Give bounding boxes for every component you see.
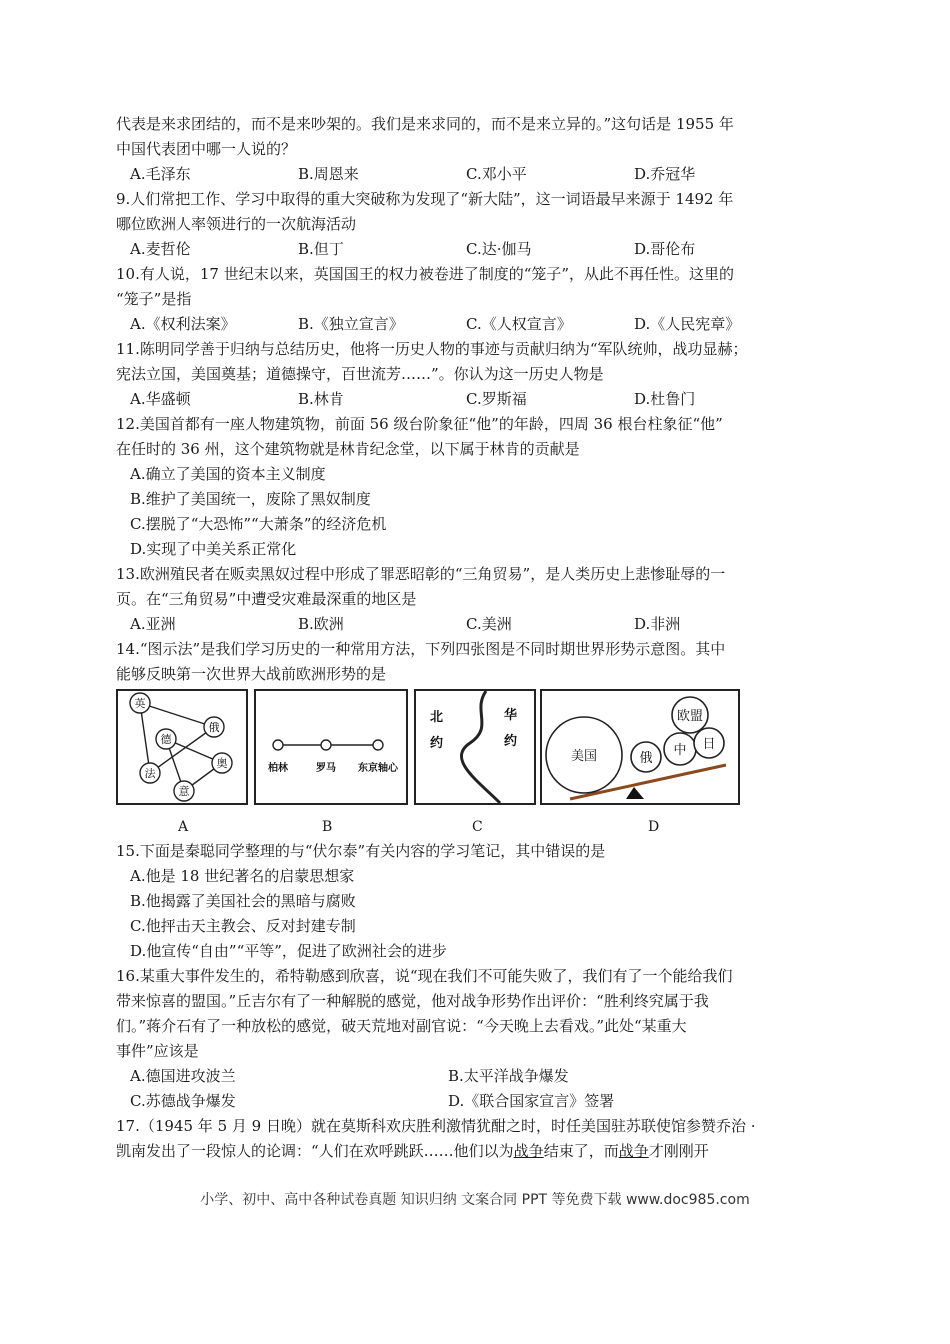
q10-option-d: D.《人民宪章》 [634,315,741,333]
q13-option-b: B.欧洲 [298,615,344,633]
q11-option-a: A.华盛顿 [130,390,191,408]
q11-line2: 宪法立国，美国奠基；道德操守，百世流芳……”。你认为这一历史人物是 [116,365,604,383]
q8-option-c: C.邓小平 [466,165,527,183]
figure-c-diagram [416,691,534,803]
fig-d-eu: 欧盟 [676,709,704,724]
fig-c-nato-2: 约 [430,736,444,751]
q8-option-b: B.周恩来 [298,165,359,183]
q12-option-a: A.确立了美国的资本主义制度 [130,465,326,483]
q16-options-row2 [116,1089,826,1114]
q16-option-b: B.太平洋战争爆发 [448,1067,569,1085]
q16-line2: 带来惊喜的盟国。”丘吉尔有了一种解脱的感觉，他对战争形势作出评价：“胜利终究属于我 [116,992,709,1010]
fig-b-berlin: 柏林 [268,763,288,774]
q17-line2-part2: 结束了，而 [543,1142,619,1160]
q9-line2: 哪位欧洲人率领进行的一次航海活动 [116,215,357,233]
q17-underline-war-2: 战争 [618,1142,649,1160]
q12-line1: 12.美国首都有一座人物建筑物，前面 56 级台阶象征“他”的年龄，四周 36 根台柱象征“他” [116,415,723,433]
q10-option-c: C.《人权宣言》 [466,315,572,333]
q13-option-c: C.美洲 [466,615,512,633]
q13-line1: 13.欧洲殖民者在贩卖黑奴过程中形成了罪恶昭彰的“三角贸易”，是人类历史上悲惨耻辱的一 [116,565,726,583]
q9-option-d: D.哥伦布 [634,240,696,258]
q17-line2 [116,1139,826,1164]
q13-line2: 页。在“三角贸易”中遭受灾难最深重的地区是 [116,590,417,608]
q17-line2-part1: 凯南发出了一段惊人的论调：“人们在欢呼跳跃……他们以为 [116,1142,514,1160]
figure-a-label: A [178,819,189,835]
q9-option-a: A.麦哲伦 [130,240,191,258]
q8-options [116,162,826,187]
fig-d-japan: 日 [702,737,716,752]
q13-option-d: D.非洲 [634,615,681,633]
q9-line1: 9.人们常把工作、学习中取得的重大突破称为发现了“新大陆”，这一词语最早来源于 1492 年 [116,190,734,208]
figure-a-diagram [118,691,246,803]
fig-c-warsaw-1: 华 [504,708,518,723]
q9-options [116,237,826,262]
q16-options-row1 [116,1064,826,1089]
q13-option-a: A.亚洲 [130,615,176,633]
q11-options [116,387,826,412]
fig-a-russia: 俄 [208,721,220,734]
figure-d [540,689,740,805]
q15-option-d: D.他宣传“自由”“平等”，促进了欧洲社会的进步 [130,942,447,960]
q16-line4: 事件”应该是 [116,1042,199,1060]
q12-line2: 在任时的 36 州，这个建筑物就是林肯纪念堂，以下属于林肯的贡献是 [116,440,580,458]
fig-b-tokyo-axis: 东京轴心 [358,763,398,774]
q11-option-d: D.杜鲁门 [634,390,696,408]
fig-c-warsaw-2: 约 [504,734,518,749]
figure-b-label: B [322,819,333,835]
q10-options [116,312,826,337]
fig-d-usa: 美国 [570,749,598,764]
exam-page [116,112,826,1164]
q17-underline-war-1: 战争 [513,1142,544,1160]
q15-line1: 15.下面是秦聪同学整理的与“伏尔泰”有关内容的学习笔记，其中错误的是 [116,842,606,860]
q16-option-a: A.德国进攻波兰 [130,1067,236,1085]
figure-b-diagram [256,691,406,803]
q17-line2-part3: 才刚刚开 [648,1142,709,1160]
fig-a-italy: 意 [178,785,190,798]
figure-c-label: C [472,819,483,835]
q17-line1: 17.（1945 年 5 月 9 日晚）就在莫斯科欢庆胜利激情犹酣之时，时任美国驻苏联使馆参赞乔治 · [116,1117,756,1135]
q14-line2: 能够反映第一次世界大战前欧洲形势的是 [116,665,387,683]
figure-a [116,689,248,805]
q10-line1: 10.有人说，17 世纪末以来，英国国王的权力被卷进了制度的“笼子”，从此不再任性。这里的 [116,265,735,283]
q15-option-b: B.他揭露了美国社会的黑暗与腐败 [130,892,356,910]
q8-option-d: D.乔冠华 [634,165,696,183]
q11-option-c: C.罗斯福 [466,390,527,408]
q16-line3: 们。”蒋介石有了一种放松的感觉，破天荒地对副官说：“今天晚上去看戏。”此处“某重大 [116,1017,687,1035]
figure-b [254,689,408,805]
q12-option-b: B.维护了美国统一，废除了黑奴制度 [130,490,371,508]
q12-option-d: D.实现了中美关系正常化 [130,540,297,558]
q9-option-c: C.达·伽马 [466,240,532,258]
fig-a-germany: 德 [160,733,172,746]
fig-b-rome: 罗马 [316,763,336,774]
q10-option-a: A.《权利法案》 [130,315,236,333]
fig-a-uk: 英 [134,697,146,710]
q13-options [116,612,826,637]
q8-line2: 中国代表团中哪一人说的？ [116,140,297,158]
figure-c [414,689,536,805]
fig-c-nato-1: 北 [430,710,444,725]
fig-d-china: 中 [673,743,687,758]
q11-line1: 11.陈明同学善于归纳与总结历史，他将一历史人物的事迹与贡献归纳为“军队统帅，战功显赫； [116,340,748,358]
q11-option-b: B.林肯 [298,390,344,408]
fig-a-austria: 奥 [216,757,228,770]
q10-option-b: B.《独立宣言》 [298,315,404,333]
q15-option-a: A.他是 18 世纪著名的启蒙思想家 [130,867,355,885]
figure-d-diagram [542,691,738,803]
fig-d-russia: 俄 [639,751,653,766]
page-footer: 小学、初中、高中各种试卷真题 知识归纳 文案合同 PPT 等免费下载 www.doc985.com [200,1192,750,1208]
figure-d-label: D [648,819,660,835]
q12-option-c: C.摆脱了“大恐怖”“大萧条”的经济危机 [130,515,387,533]
q16-option-c: C.苏德战争爆发 [130,1092,236,1110]
q8-line1: 代表是来求团结的，而不是来吵架的。我们是来求同的，而不是来立异的。”这句话是 1955 年 [116,115,734,133]
q15-option-c: C.他抨击天主教会、反对封建专制 [130,917,356,935]
fig-a-france: 法 [144,767,156,780]
q14-line1: 14.“图示法”是我们学习历史的一种常用方法，下列四张图是不同时期世界形势示意图。其中 [116,640,726,658]
q10-line2: “笼子”是指 [116,290,192,308]
q14-figures [116,689,826,839]
q16-option-d: D.《联合国家宣言》签署 [448,1092,615,1110]
q8-option-a: A.毛泽东 [130,165,191,183]
q16-line1: 16.某重大事件发生的，希特勒感到欣喜，说“现在我们不可能失败了，我们有了一个能给我们 [116,967,733,985]
q9-option-b: B.但丁 [298,240,344,258]
